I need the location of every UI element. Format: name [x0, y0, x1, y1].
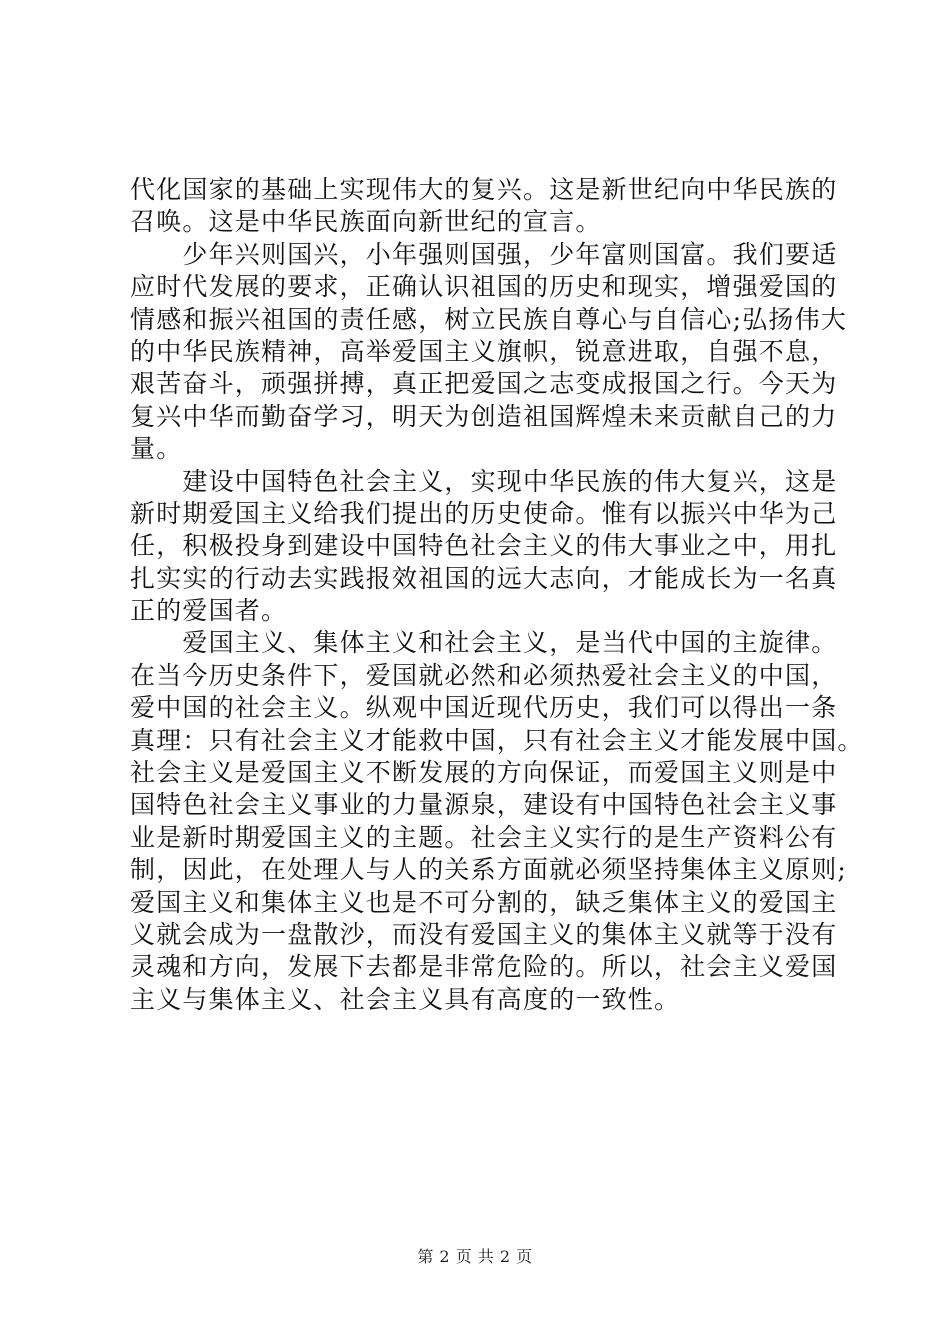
text-line: 灵魂和方向，发展下去都是非常危险的。所以，社会主义爱国 — [130, 952, 838, 982]
text-line: 应时代发展的要求，正确认识祖国的历史和现实，增强爱国的 — [130, 272, 838, 302]
text-line: 的中华民族精神，高举爱国主义旗帜，锐意进取，自强不息， — [130, 336, 838, 366]
text-line: 量。 — [130, 434, 183, 464]
text-line: 艰苦奋斗，顽强拼搏，真正把爱国之志变成报国之行。今天为 — [130, 369, 838, 399]
text-line: 情感和振兴祖国的责任感，树立民族自尊心与自信心;弘扬伟大 — [130, 304, 848, 334]
text-line: 复兴中华而勤奋学习，明天为创造祖国辉煌未来贡献自己的力 — [130, 401, 838, 431]
text-line: 正的爱国者。 — [130, 596, 288, 626]
body-text — [130, 174, 864, 1016]
page-number-footer: 第 2 页 共 2 页 — [417, 1247, 533, 1266]
text-line: 新时期爱国主义给我们提出的历史使命。惟有以振兴中华为己 — [130, 498, 838, 528]
text-line: 扎实实的行动去实践报效祖国的远大志向，才能成长为一名真 — [130, 563, 838, 593]
text-line: 主义与集体主义、社会主义具有高度的一致性。 — [130, 984, 681, 1014]
text-line: 爱国主义、集体主义和社会主义，是当代中国的主旋律。 — [130, 628, 838, 658]
text-line: 召唤。这是中华民族面向新世纪的宣言。 — [130, 207, 602, 237]
text-line: 在当今历史条件下，爱国就必然和必须热爱社会主义的中国， — [130, 660, 838, 690]
text-line: 代化国家的基础上实现伟大的复兴。这是新世纪向中华民族的 — [130, 175, 838, 204]
text-line: 义就会成为一盘散沙，而没有爱国主义的集体主义就等于没有 — [130, 919, 838, 949]
text-line: 社会主义是爱国主义不断发展的方向保证，而爱国主义则是中 — [130, 758, 838, 788]
text-line: 业是新时期爱国主义的主题。社会主义实行的是生产资料公有 — [130, 822, 838, 852]
text-line: 真理：只有社会主义才能救中国，只有社会主义才能发展中国。 — [130, 725, 864, 755]
text-line: 任，积极投身到建设中国特色社会主义的伟大事业之中，用扎 — [130, 531, 838, 561]
text-line: 爱国主义和集体主义也是不可分割的，缺乏集体主义的爱国主 — [130, 887, 838, 917]
text-line: 爱中国的社会主义。纵观中国近现代历史，我们可以得出一条 — [130, 693, 838, 723]
text-line: 建设中国特色社会主义，实现中华民族的伟大复兴，这是 — [130, 466, 838, 496]
text-line: 国特色社会主义事业的力量源泉，建设有中国特色社会主义事 — [130, 790, 838, 820]
text-line: 少年兴则国兴，小年强则国强，少年富则国富。我们要适 — [130, 239, 838, 269]
text-line: 制，因此，在处理人与人的关系方面就必须坚持集体主义原则; — [130, 855, 848, 885]
